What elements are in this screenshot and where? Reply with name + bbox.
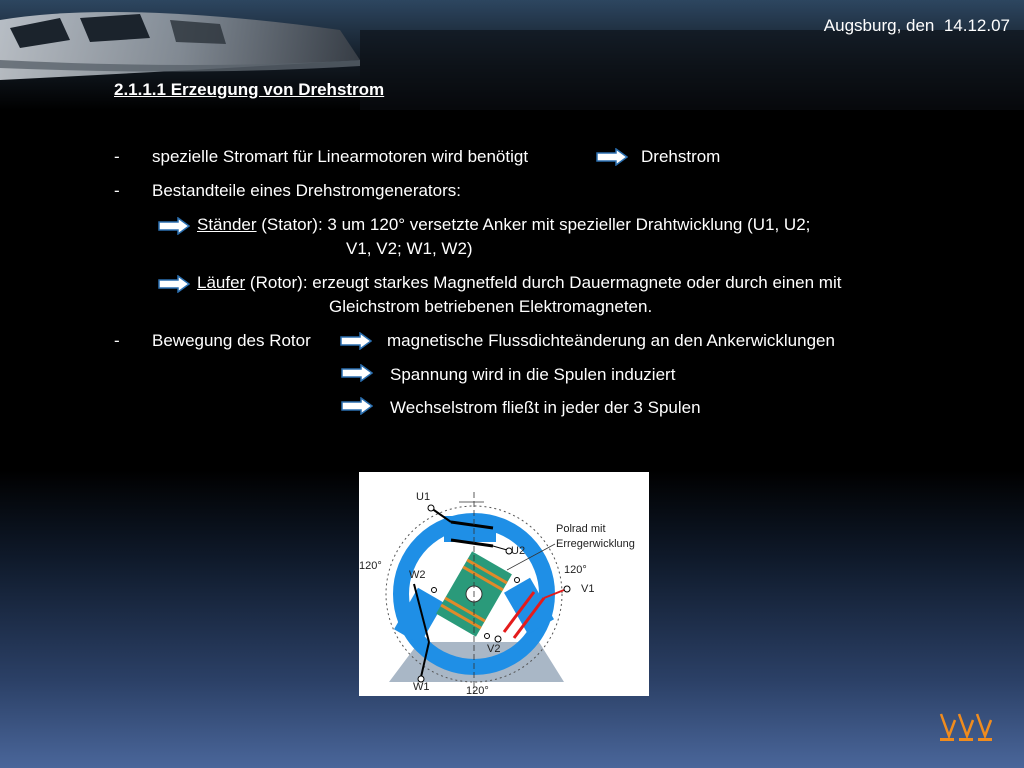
label-u2: U2 [511,545,526,557]
label-w2: W2 [409,569,426,581]
staender-desc-cont: V1, V2; W1, W2) [346,239,473,258]
label-w1: W1 [413,681,430,693]
rotor-result-3: Wechselstrom fließt in jeder der 3 Spulen [390,398,701,417]
laeufer-term: Läufer [197,273,246,292]
arrow-right-icon [158,275,190,293]
generator-diagram [359,472,649,696]
bullet-stromart-text: spezielle Stromart für Linearmotoren wird benötigt [152,147,529,166]
rotor-result-2: Spannung wird in die Spulen induziert [390,365,676,384]
arrow-right-icon [340,332,372,350]
laeufer-line [197,272,841,294]
staender-term: Ständer [197,215,257,234]
label-v1: V1 [581,583,595,595]
staender-line [197,214,810,236]
laeufer-desc-cont: Gleichstrom betriebenen Elektromagneten. [329,297,653,316]
angle-right-label: 120° [564,564,587,576]
bullet-dash: - [114,331,120,350]
arrow-right-icon [596,148,628,166]
generator-svg [359,472,649,696]
arrow-right-icon [341,364,373,382]
angle-bottom-label: 120° [466,685,489,696]
section-title: 2.1.1.1 Erzeugung von Drehstrom [114,80,385,99]
date-label: Augsburg, den 14.12.07 [823,16,1010,35]
polrad-label-1: Polrad mit [556,523,606,535]
label-v2: V2 [487,643,501,655]
bullet-dash: - [114,147,120,166]
bullet-bestandteile-text: Bestandteile eines Drehstromgenerators: [152,181,461,200]
rotor-result-1: magnetische Flussdichteänderung an den Ankerwicklungen [387,331,835,350]
bullet-stromart-result: Drehstrom [641,147,721,166]
arrow-right-icon [341,397,373,415]
arrow-right-icon [158,217,190,235]
polrad-label-2: Erregerwicklung [556,538,635,550]
bullet-dash: - [114,181,120,200]
staender-desc: (Stator): 3 um 120° versetzte Anker mit spezieller Drahtwicklung (U1, U2; [256,215,811,234]
pole-top [444,516,496,542]
label-u1: U1 [416,491,431,503]
logo-icon [938,708,994,742]
bullet-rotor-text: Bewegung des Rotor [152,331,311,350]
laeufer-desc: (Rotor): erzeugt starkes Magnetfeld durch Dauermagnete oder durch einen mit [245,273,842,292]
angle-left-label: 120° [359,560,382,572]
